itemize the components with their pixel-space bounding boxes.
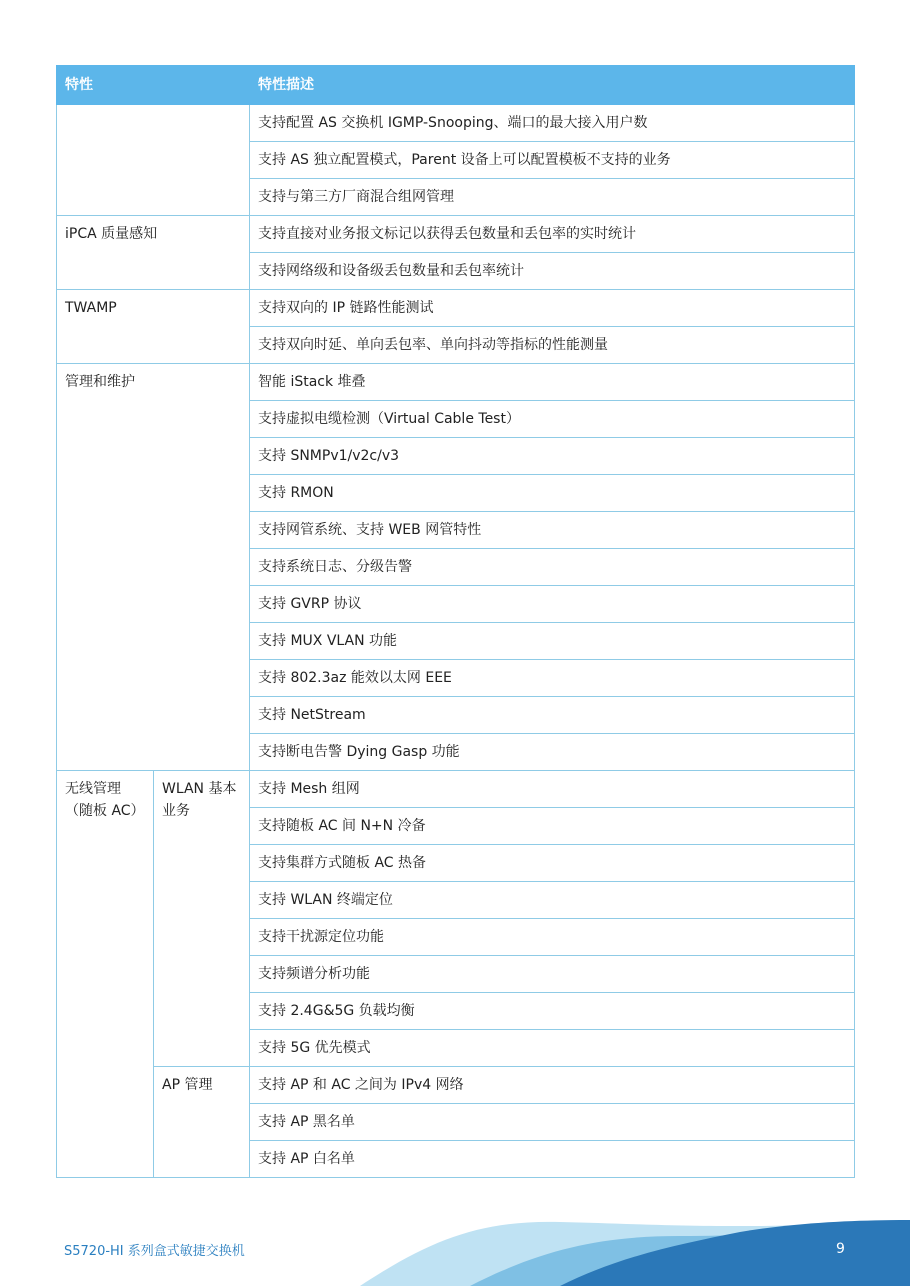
description-cell: 支持网管系统、支持 WEB 网管特性 <box>250 512 855 549</box>
description-cell: 支持直接对业务报文标记以获得丢包数量和丢包率的实时统计 <box>250 216 855 253</box>
feature-cell: iPCA 质量感知 <box>57 216 250 290</box>
description-cell: 支持网络级和设备级丢包数量和丢包率统计 <box>250 253 855 290</box>
description-cell: 支持 AP 黑名单 <box>250 1104 855 1141</box>
feature-cell: 无线管理 （随板 AC） <box>57 771 154 1178</box>
description-cell: 支持 AS 独立配置模式，Parent 设备上可以配置模板不支持的业务 <box>250 142 855 179</box>
description-cell: 支持配置 AS 交换机 IGMP-Snooping、端口的最大接入用户数 <box>250 105 855 142</box>
description-cell: 支持 802.3az 能效以太网 EEE <box>250 660 855 697</box>
description-cell: 支持虚拟电缆检测（Virtual Cable Test） <box>250 401 855 438</box>
description-cell: 支持 WLAN 终端定位 <box>250 882 855 919</box>
table-row <box>57 216 855 253</box>
subfeature-cell: WLAN 基本业务 <box>154 771 250 1067</box>
description-cell: 支持双向的 IP 链路性能测试 <box>250 290 855 327</box>
header-description: 特性描述 <box>250 66 855 105</box>
description-cell: 支持 GVRP 协议 <box>250 586 855 623</box>
table-row <box>57 771 855 808</box>
feature-table <box>56 65 855 1178</box>
description-cell: 支持 Mesh 组网 <box>250 771 855 808</box>
table-row <box>57 364 855 401</box>
description-cell: 支持干扰源定位功能 <box>250 919 855 956</box>
description-cell: 支持双向时延、单向丢包率、单向抖动等指标的性能测量 <box>250 327 855 364</box>
feature-cell <box>57 105 250 216</box>
table-row <box>57 1067 855 1104</box>
table-header-row <box>57 66 855 105</box>
table-row <box>57 105 855 142</box>
description-cell: 智能 iStack 堆叠 <box>250 364 855 401</box>
description-cell: 支持 AP 和 AC 之间为 IPv4 网络 <box>250 1067 855 1104</box>
footer-product-title: S5720-HI 系列盒式敏捷交换机 <box>64 1244 245 1259</box>
subfeature-cell: AP 管理 <box>154 1067 250 1178</box>
description-cell: 支持 5G 优先模式 <box>250 1030 855 1067</box>
feature-cell: TWAMP <box>57 290 250 364</box>
description-cell: 支持 2.4G&5G 负载均衡 <box>250 993 855 1030</box>
feature-cell: 管理和维护 <box>57 364 250 771</box>
description-cell: 支持断电告警 Dying Gasp 功能 <box>250 734 855 771</box>
description-cell: 支持 MUX VLAN 功能 <box>250 623 855 660</box>
description-cell: 支持频谱分析功能 <box>250 956 855 993</box>
description-cell: 支持集群方式随板 AC 热备 <box>250 845 855 882</box>
description-cell: 支持与第三方厂商混合组网管理 <box>250 179 855 216</box>
description-cell: 支持 RMON <box>250 475 855 512</box>
description-cell: 支持随板 AC 间 N+N 冷备 <box>250 808 855 845</box>
table-row <box>57 290 855 327</box>
description-cell: 支持 AP 白名单 <box>250 1141 855 1178</box>
description-cell: 支持 SNMPv1/v2c/v3 <box>250 438 855 475</box>
header-feature: 特性 <box>57 66 250 105</box>
page-number: 9 <box>836 1241 845 1257</box>
description-cell: 支持系统日志、分级告警 <box>250 549 855 586</box>
description-cell: 支持 NetStream <box>250 697 855 734</box>
